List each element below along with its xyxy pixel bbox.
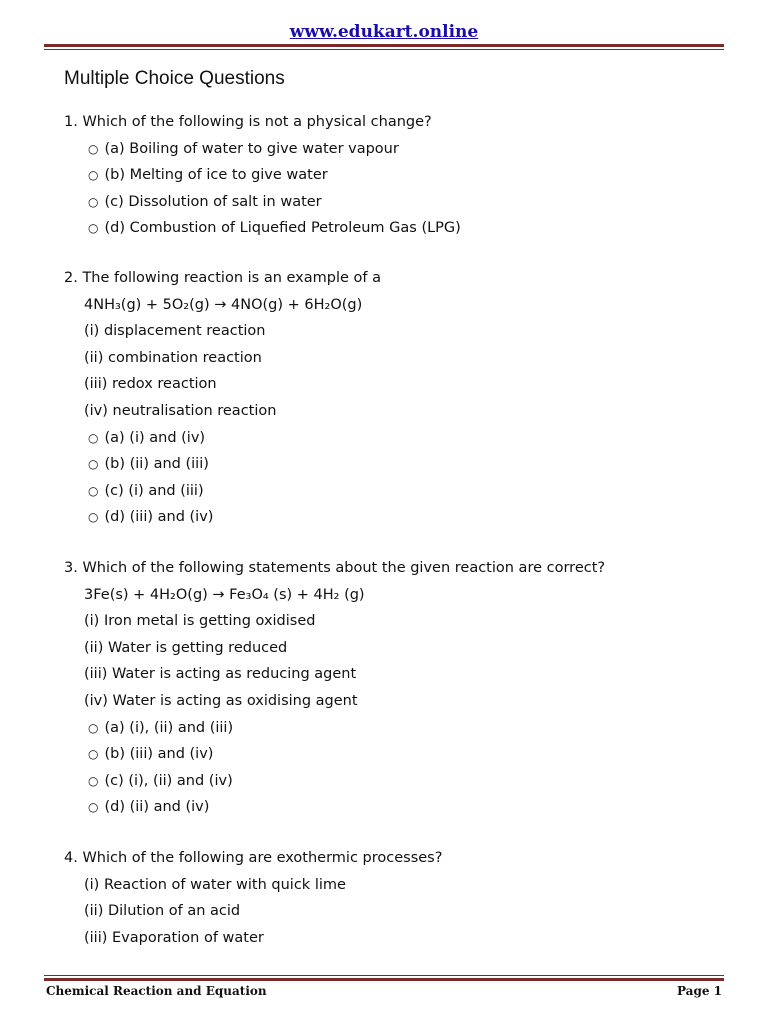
reaction-equation: 4NH₃(g) + 5O₂(g) → 4NO(g) + 6H₂O(g) xyxy=(84,296,363,313)
statement-ii: (ii) Dilution of an acid xyxy=(84,903,241,920)
option-c: ○ (c) Dissolution of salt in water xyxy=(64,189,461,216)
question-2 xyxy=(64,265,381,531)
footer-rule-thick xyxy=(44,978,724,981)
page-title: Multiple Choice Questions xyxy=(64,68,285,89)
statement-iii: (iii) Evaporation of water xyxy=(84,929,264,946)
option-b: ○ (b) (ii) and (iii) xyxy=(64,451,381,478)
statement-iii: (iii) Water is acting as reducing agent xyxy=(84,666,357,683)
option-b: ○ (b) (iii) and (iv) xyxy=(64,741,605,768)
question-4 xyxy=(64,845,442,951)
statement-iv: (iv) Water is acting as oxidising agent xyxy=(84,692,358,709)
question-3 xyxy=(64,555,605,821)
statement-iv: (iv) neutralisation reaction xyxy=(84,402,277,419)
footer-rule-thin xyxy=(44,975,724,976)
question-stem: 2. The following reaction is an example of a xyxy=(64,270,381,286)
statement-i: (i) Reaction of water with quick lime xyxy=(84,876,346,893)
option-c: ○ (c) (i), (ii) and (iv) xyxy=(64,768,605,795)
statement-ii: (ii) combination reaction xyxy=(84,349,262,366)
statement-ii: (ii) Water is getting reduced xyxy=(84,639,288,656)
footer-chapter-title: Chemical Reaction and Equation xyxy=(46,984,267,998)
option-a: ○ (a) (i) and (iv) xyxy=(64,425,381,452)
option-a: ○ (a) Boiling of water to give water vapour xyxy=(64,136,461,163)
footer-page-number: Page 1 xyxy=(676,984,722,998)
question-1 xyxy=(64,109,461,242)
statement-i: (i) Iron metal is getting oxidised xyxy=(84,613,316,630)
option-a: ○ (a) (i), (ii) and (iii) xyxy=(64,715,605,742)
question-stem: 4. Which of the following are exothermic processes? xyxy=(64,850,443,866)
statement-i: (i) displacement reaction xyxy=(84,323,266,340)
reaction-equation: 3Fe(s) + 4H₂O(g) → Fe₃O₄ (s) + 4H₂ (g) xyxy=(84,586,365,603)
statement-iii: (iii) redox reaction xyxy=(84,376,217,393)
option-d: ○ (d) (iii) and (iv) xyxy=(64,504,381,531)
option-b: ○ (b) Melting of ice to give water xyxy=(64,162,461,189)
site-url-link[interactable]: www.edukart.online xyxy=(289,22,479,42)
header-rule-thick xyxy=(44,44,724,47)
header-rule-thin xyxy=(44,49,724,50)
question-stem: 1. Which of the following is not a physical change? xyxy=(64,114,432,130)
option-d: ○ (d) Combustion of Liquefied Petroleum Gas (LPG) xyxy=(64,215,461,242)
option-c: ○ (c) (i) and (iii) xyxy=(64,478,381,505)
question-stem: 3. Which of the following statements about the given reaction are correct? xyxy=(64,560,606,576)
option-d: ○ (d) (ii) and (iv) xyxy=(64,794,605,821)
